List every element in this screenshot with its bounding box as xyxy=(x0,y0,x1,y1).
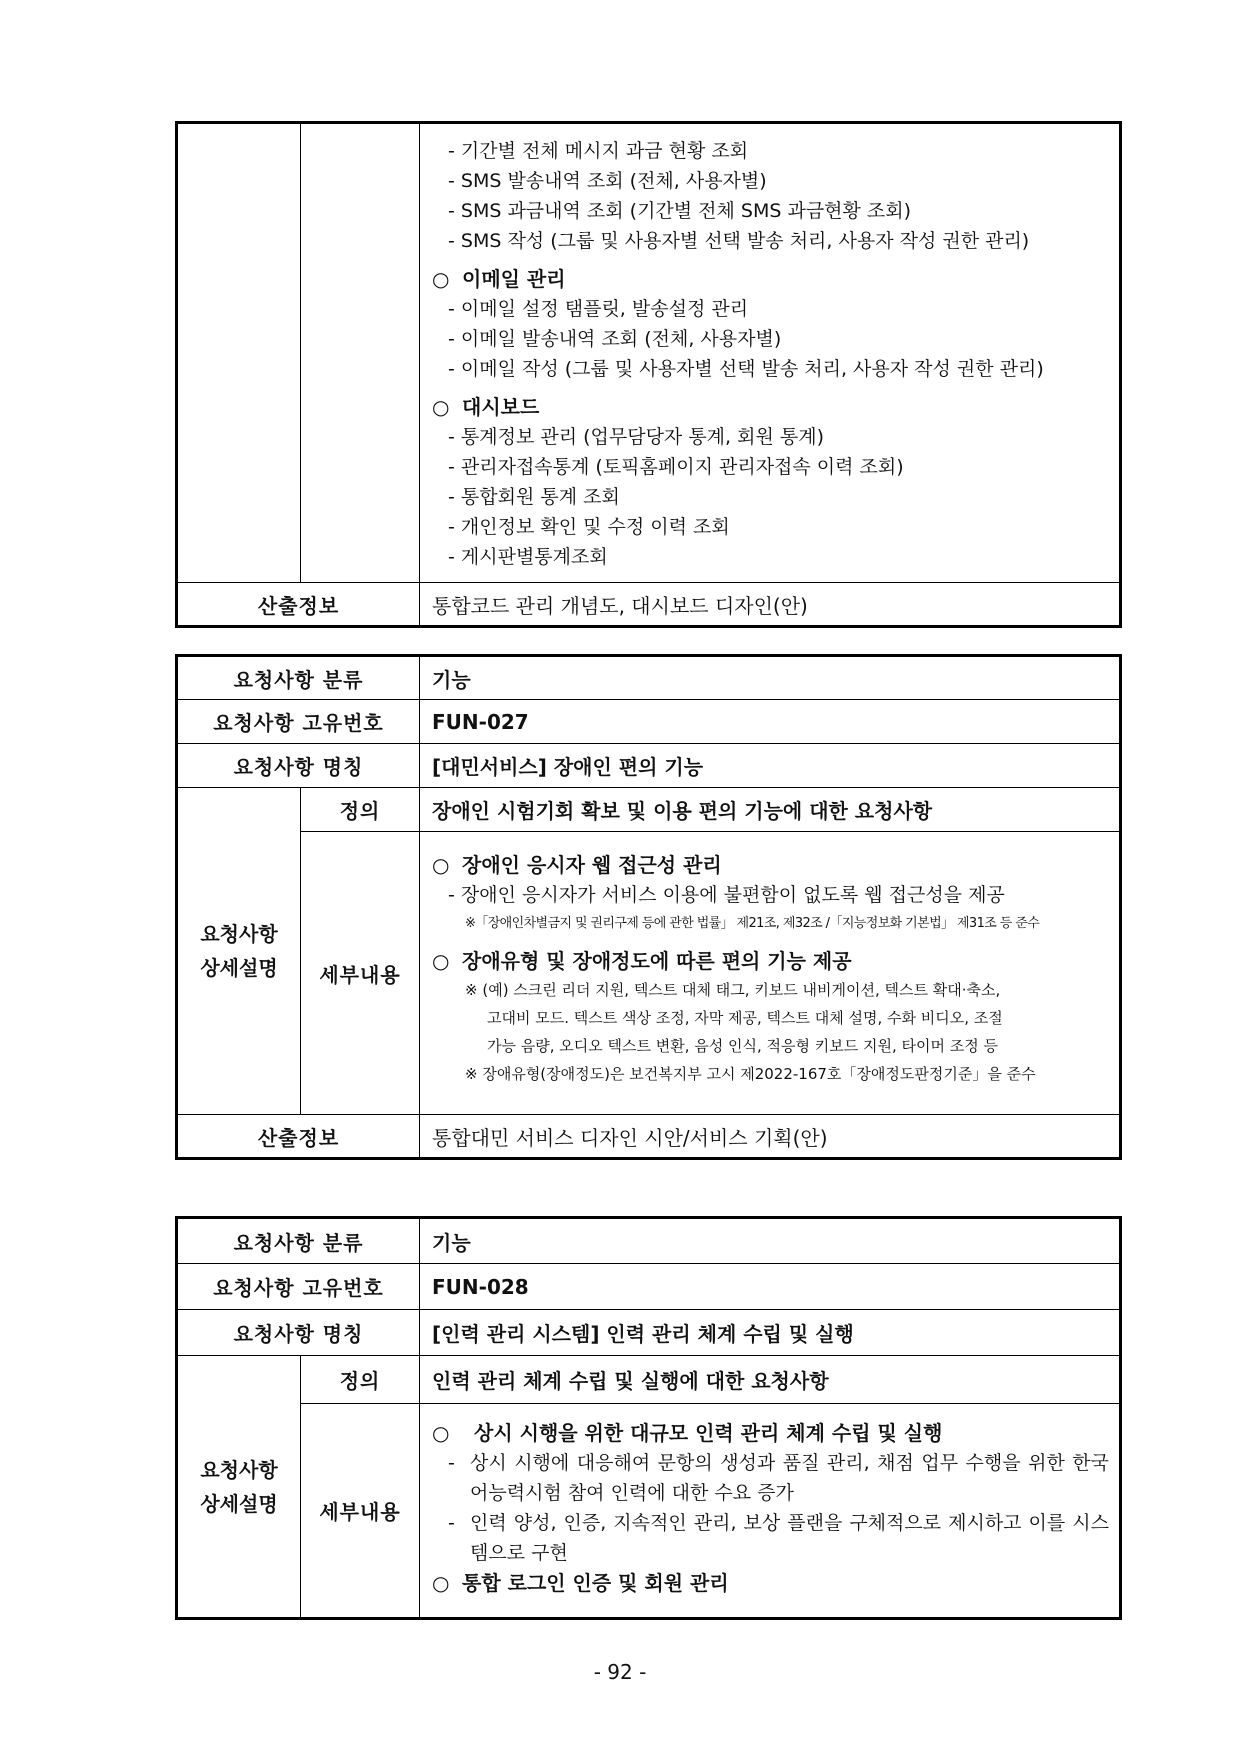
section-heading: ○ 통합 로그인 인증 및 회원 관리 xyxy=(432,1568,1109,1598)
definition-label: 정의 xyxy=(301,1356,420,1404)
detail-content-cell xyxy=(420,123,1121,583)
name-value: [대민서비스] 장애인 편의 기능 xyxy=(420,744,1121,788)
note: ※ 장애유형(장애정도)은 보건복지부 고시 제2022-167호「장애정도판정기준」을 준수 xyxy=(465,1065,1036,1083)
section-heading: ○ 장애유형 및 장애정도에 따른 편의 기능 제공 xyxy=(432,946,1109,976)
section-heading: ○ 상시 시행을 위한 대규모 인력 관리 체계 수립 및 실행 xyxy=(432,1418,1109,1448)
content-label: 세부내용 xyxy=(301,1404,420,1619)
list-item: - 관리자접속통계 (토픽홈페이지 관리자접속 이력 조회) xyxy=(448,456,904,478)
id-label: 요청사항 고유번호 xyxy=(177,1264,420,1310)
list-item: - SMS 발송내역 조회 (전체, 사용자별) xyxy=(448,170,767,192)
note: 가능 음량, 오디오 텍스트 변환, 음성 인식, 적응형 키보드 지원, 타이머 조정 등 xyxy=(487,1037,999,1055)
name-value: [인력 관리 시스템] 인력 관리 체계 수립 및 실행 xyxy=(420,1310,1121,1356)
section-heading-email: ○ 이메일 관리 xyxy=(432,264,1109,294)
list-item: - 장애인 응시자가 서비스 이용에 불편함이 없도록 웹 접근성을 제공 xyxy=(448,884,1005,906)
list-item: - SMS 작성 (그룹 및 사용자별 선택 발송 처리, 사용자 작성 권한 관리) xyxy=(448,230,1030,252)
list-item: - 통계정보 관리 (업무담당자 통계, 회원 통계) xyxy=(448,426,824,448)
requirement-table-fun-027 xyxy=(175,654,1122,1160)
detail-label-cell xyxy=(177,123,301,583)
list-item: - 이메일 작성 (그룹 및 사용자별 선택 발송 처리, 사용자 작성 권한 관리) xyxy=(448,358,1044,380)
category-value: 기능 xyxy=(420,656,1121,700)
page-number: - 92 - xyxy=(593,1660,647,1684)
list-item: - 개인정보 확인 및 수정 이력 조회 xyxy=(448,516,730,538)
detail-label: 요청사항 상세설명 xyxy=(177,1356,301,1619)
section-heading: ○ 장애인 응시자 웹 접근성 관리 xyxy=(432,850,1109,880)
note: ※「장애인차별금지 및 권리구제 등에 관한 법률」 제21조, 제32조 /「지능정보화 기본법」 제31조 등 준수 xyxy=(465,916,1040,931)
category-value: 기능 xyxy=(420,1218,1121,1264)
category-label: 요청사항 분류 xyxy=(177,1218,420,1264)
list-item: - SMS 과금내역 조회 (기간별 전체 SMS 과금현황 조회) xyxy=(448,200,912,222)
output-value: 통합코드 관리 개념도, 대시보드 디자인(안) xyxy=(420,583,1121,627)
detail-content-cell xyxy=(420,1404,1121,1619)
list-item: - 인력 양성, 인증, 지속적인 관리, 보상 플랜을 구체적으로 제시하고 이를 시스템으로 구현 xyxy=(448,1512,1109,1564)
requirement-table-fun-028 xyxy=(175,1216,1122,1620)
circle-bullet: ○ xyxy=(432,395,450,419)
content-label: 세부내용 xyxy=(301,832,420,1115)
list-item: - 통합회원 통계 조회 xyxy=(448,486,620,508)
output-value: 통합대민 서비스 디자인 시안/서비스 기획(안) xyxy=(420,1115,1121,1159)
list-item: - 이메일 설정 탬플릿, 발송설정 관리 xyxy=(448,298,749,320)
definition-value: 인력 관리 체계 수립 및 실행에 대한 요청사항 xyxy=(420,1356,1121,1404)
list-item: - 이메일 발송내역 조회 (전체, 사용자별) xyxy=(448,328,782,350)
name-label: 요청사항 명칭 xyxy=(177,1310,420,1356)
section-heading-dashboard: ○ 대시보드 xyxy=(432,392,1109,422)
name-label: 요청사항 명칭 xyxy=(177,744,420,788)
note: ※ (예) 스크린 리더 지원, 텍스트 대체 태그, 키보드 내비게이션, 텍스트 확대·축소, xyxy=(465,981,1001,999)
circle-bullet: ○ xyxy=(432,267,450,291)
circle-bullet: ○ xyxy=(432,949,450,973)
id-value: FUN-028 xyxy=(420,1264,1121,1310)
content-label-cell xyxy=(301,123,420,583)
definition-value: 장애인 시험기회 확보 및 이용 편의 기능에 대한 요청사항 xyxy=(420,788,1121,832)
detail-content-cell xyxy=(420,832,1121,1115)
circle-bullet: ○ xyxy=(432,1571,450,1595)
id-value: FUN-027 xyxy=(420,700,1121,744)
detail-label: 요청사항 상세설명 xyxy=(177,788,301,1115)
list-item: - 상시 시행에 대응해여 문항의 생성과 품질 관리, 채점 업무 수행을 위한 한국어능력시험 참여 인력에 대한 수요 증가 xyxy=(448,1452,1109,1504)
list-item: - 게시판별통계조회 xyxy=(448,546,608,568)
list-item: - 기간별 전체 메시지 과금 현황 조회 xyxy=(448,140,749,162)
id-label: 요청사항 고유번호 xyxy=(177,700,420,744)
requirement-table-continued xyxy=(175,121,1122,628)
category-label: 요청사항 분류 xyxy=(177,656,420,700)
note: 고대비 모드. 텍스트 색상 조정, 자막 제공, 텍스트 대체 설명, 수화 비디오, 조절 xyxy=(487,1009,1003,1027)
circle-bullet: ○ xyxy=(432,853,450,877)
definition-label: 정의 xyxy=(301,788,420,832)
output-label: 산출정보 xyxy=(177,1115,420,1159)
circle-bullet: ○ xyxy=(432,1421,450,1445)
output-label: 산출정보 xyxy=(177,583,420,627)
